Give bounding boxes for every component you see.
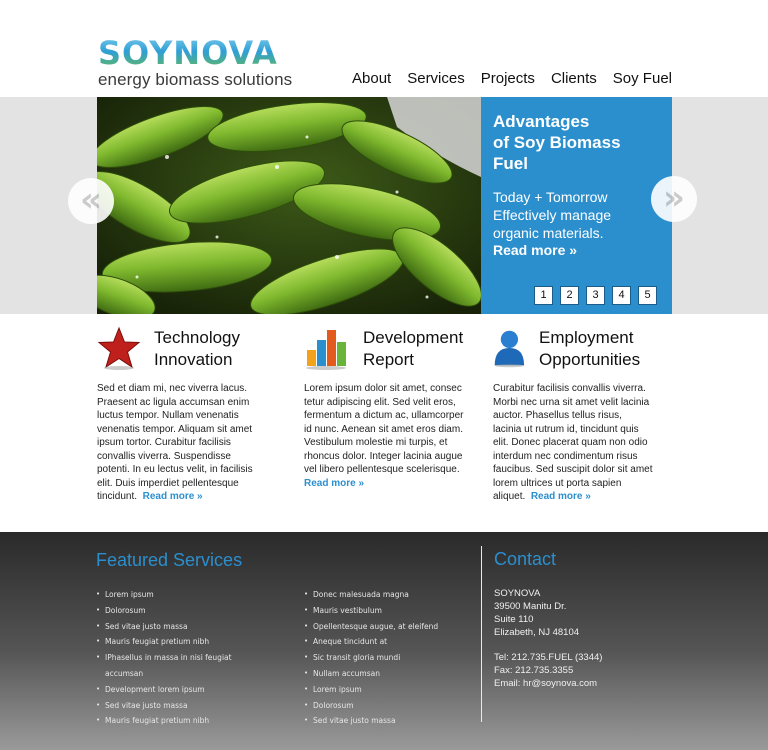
contact-address1: 39500 Manitu Dr. xyxy=(494,601,567,612)
service-item[interactable]: • Lorem ipsum xyxy=(96,587,236,603)
logo-brand: SOYNOVA xyxy=(98,38,292,68)
read-more-link[interactable]: Read more » xyxy=(304,477,365,489)
read-more-link[interactable]: Read more » xyxy=(142,491,203,502)
pager-4[interactable]: 4 xyxy=(612,286,631,305)
panel-title-line2: of Soy Biomass Fuel xyxy=(493,133,621,173)
feature-title xyxy=(539,327,653,377)
contact-block xyxy=(494,587,602,690)
service-item[interactable]: • Sed vitae justo massa xyxy=(96,619,236,635)
contact-spacer xyxy=(494,639,602,651)
feature-employment xyxy=(493,324,653,504)
nav-about[interactable]: About xyxy=(352,70,392,87)
panel-text: Today + Tomorrow Effectively manage organic materials. xyxy=(493,189,612,241)
slide-pager xyxy=(534,286,657,305)
services-list-2 xyxy=(304,587,444,729)
feature-title xyxy=(154,327,262,377)
bar-chart-icon xyxy=(304,326,348,370)
nav-soy-fuel[interactable]: Soy Fuel xyxy=(612,70,672,87)
contact-fax: Fax: 212.735.3355 xyxy=(494,665,574,676)
contact-city: Elizabeth, NJ 48104 xyxy=(494,627,580,638)
service-item[interactable]: • Lorem ipsum xyxy=(304,682,444,698)
person-icon xyxy=(493,326,531,370)
feature-body: Lorem ipsum dolor sit amet, consec tetur adipiscing elit. Sed velit eros, fermentum a dictum ac, ullamcorper id nunc. Aenean sit amet eros diam. Vestibulum molestie mi turpis, et rhoncus dolor. Integer lacinia augue vel libero pellentesque scelerisque. xyxy=(304,383,464,475)
contact-tel: Tel: 212.735.FUEL (3344) xyxy=(494,652,603,663)
feature-development xyxy=(304,324,470,490)
read-more-link[interactable]: Read more » xyxy=(530,491,591,502)
service-item[interactable]: • Sed vitae justo massa xyxy=(96,698,236,714)
pager-2[interactable]: 2 xyxy=(560,286,579,305)
hero-image xyxy=(97,97,481,314)
panel-title xyxy=(493,111,660,174)
soybean-pods-photo xyxy=(97,97,481,314)
nav-clients[interactable]: Clients xyxy=(550,70,597,87)
service-item[interactable]: • Dolorosum xyxy=(304,698,444,714)
pager-1[interactable]: 1 xyxy=(534,286,553,305)
services-list-1 xyxy=(96,587,236,729)
feature-title-line2: Innovation xyxy=(154,350,233,369)
feature-text xyxy=(304,382,470,490)
feature-body: Curabitur facilisis convallis viverra. Morbi nec urna sit amet velit lacinia auctor. Phasellus tellus risus, lacinia ut rutrum id, tincidunt quis elit. Donec placerat quam non odio interdum nec condimentum risus faucibus. Sed suscipit dolor sit amet lorem ultrices ut porta sapien aliquet. xyxy=(493,383,653,502)
feature-title-line1: Employment xyxy=(539,328,634,347)
feature-body: Sed et diam mi, nec viverra lacus. Praesent ac ligula accumsan enim luctus tempor. Nullam venenatis venenatis tempor. Aliquam sit amet ipsum tortor. Curabitur facilisis convallis viverra. Suspendisse potenti. In eu lectus velit, in facilisis elit. Duis imperdiet pellentesque tincidunt. xyxy=(97,383,253,502)
service-item[interactable]: • Donec malesuada magna xyxy=(304,587,444,603)
service-item[interactable]: • Mauris feugiat pretium nibh xyxy=(96,713,236,729)
contact-email[interactable]: Email: hr@soynova.com xyxy=(494,678,598,689)
panel-read-more-link[interactable]: Read more » xyxy=(493,242,578,258)
footer-divider xyxy=(481,546,482,722)
pager-5[interactable]: 5 xyxy=(638,286,657,305)
feature-title-line2: Opportunities xyxy=(539,350,641,369)
feature-technology xyxy=(97,324,262,504)
service-item[interactable]: • IPhasellus in massa in nisi feugiat accumsan xyxy=(96,650,236,682)
logo[interactable] xyxy=(98,34,293,90)
footer xyxy=(0,532,768,750)
service-item[interactable]: • Development lorem ipsum xyxy=(96,682,236,698)
nav-projects[interactable]: Projects xyxy=(480,70,535,87)
main-nav xyxy=(352,70,672,87)
prev-slide-button[interactable]: « xyxy=(68,178,114,224)
service-item[interactable]: • Nullam accumsan xyxy=(304,666,444,682)
feature-title-line1: Development xyxy=(363,328,464,347)
pager-3[interactable]: 3 xyxy=(586,286,605,305)
feature-title-line1: Technology xyxy=(154,328,241,347)
feature-text xyxy=(97,382,262,504)
feature-text xyxy=(493,382,653,504)
panel-title-line1: Advantages xyxy=(493,112,590,131)
service-item[interactable]: • Mauris vestibulum xyxy=(304,603,444,619)
featured-services-title: Featured Services xyxy=(96,550,243,570)
star-icon xyxy=(97,326,141,370)
service-item[interactable]: • Dolorosum xyxy=(96,603,236,619)
hero-panel xyxy=(481,97,672,314)
feature-title-line2: Report xyxy=(363,350,415,369)
service-item[interactable]: • Mauris feugiat pretium nibh xyxy=(96,634,236,650)
contact-title: Contact xyxy=(494,549,557,569)
service-item[interactable]: • Sic transit gloria mundi xyxy=(304,650,444,666)
nav-services[interactable]: Services xyxy=(407,70,465,87)
contact-address2: Suite 110 xyxy=(494,614,534,625)
contact-company: SOYNOVA xyxy=(494,588,541,599)
logo-tagline: energy biomass solutions xyxy=(98,70,293,89)
service-item[interactable]: • Sed vitae justo massa xyxy=(304,713,444,729)
next-slide-button[interactable]: » xyxy=(651,176,697,222)
service-item[interactable]: • Opellentesque augue, at eleifend xyxy=(304,619,444,635)
service-item[interactable]: • Aneque tincidunt at xyxy=(304,634,444,650)
feature-title xyxy=(363,327,470,377)
